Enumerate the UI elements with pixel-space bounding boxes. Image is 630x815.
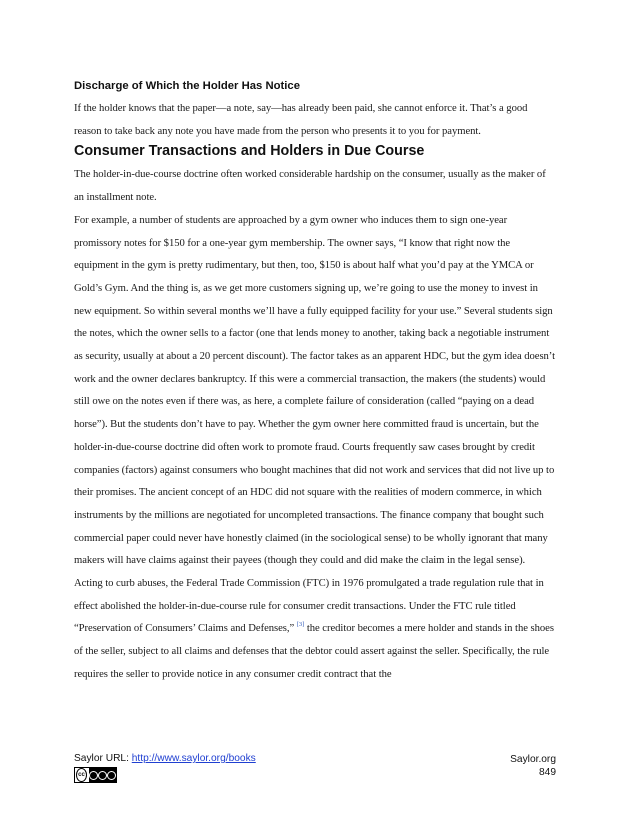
paragraph-ftc-rule bbox=[74, 573, 556, 687]
cc-nc-icon bbox=[98, 771, 107, 780]
footer-page-number: 849 bbox=[539, 767, 556, 778]
ftc-rule-text-start: Acting to curb abuses, the Federal Trade Commission (FTC) in 1976 promulgated a trade regulation rule that in effect abolished the holder-in-due-course rule for consumer credit transactions. Under the FTC rule titled “Preservation of Consumers’ Claims and Defenses,” bbox=[74, 578, 544, 635]
footer-url-label: Saylor URL: bbox=[74, 753, 132, 764]
footnote-reference[interactable]: [3] bbox=[296, 621, 305, 629]
footer-right bbox=[510, 753, 556, 779]
paragraph-gym-example: For example, a number of students are approached by a gym owner who induces them to sign one-year promissory notes for $150 for a one-year gym membership. The owner says, “I know that right now the equipment in the gym is pretty rudimentary, but then, too, $150 is about half what you’d pay at the YMCA or Gold’s Gym. And the thing is, as we get more customers signing up, we’re going to use the money to invest in new equipment. So within several months we’ll have a fully equipped facility for your use.” Several students sign the notes, which the owner sells to a factor (one that lends money to another, taking back a negotiable instrument as security, usually at about a 20 percent discount). The factor takes as an apparent HDC, but the gym idea doesn’t work and the owner declares bankruptcy. If this were a commercial transaction, the makers (the students) would still owe on the notes even if there was, as here, a complete failure of consideration (called “paying on a dead horse”). But the students don’t have to pay. Whether the gym owner here committed fraud is uncertain, but the holder-in-due-course doctrine did often work to promote fraud. Courts frequently saw cases brought by credit companies (factors) against consumers who bought machines that did not work and services that did not live up to their promises. The ancient concept of an HDC did not square with the realities of modern commerce, in which instruments by the millions are negotiated for uncompleted transactions. The finance company that bought such commercial paper could never have honestly claimed (in the sociological sense) to be wholly ignorant that many makers will have claims against their payees (though they could and did make the claim in the legal sense). bbox=[74, 214, 556, 567]
footer-org: Saylor.org bbox=[510, 754, 556, 765]
section-heading-consumer-transactions: Consumer Transactions and Holders in Due Course bbox=[74, 143, 425, 160]
creative-commons-license-icon bbox=[74, 767, 117, 783]
section-heading-discharge: Discharge of Which the Holder Has Notice bbox=[74, 80, 300, 92]
paragraph-intro: The holder-in-due-course doctrine often worked considerable hardship on the consumer, usually as the maker of an installment note. bbox=[74, 169, 546, 204]
cc-by-nc-sa-badges bbox=[89, 768, 116, 782]
page-content bbox=[74, 80, 556, 687]
cc-sa-icon bbox=[107, 771, 116, 780]
cc-by-icon bbox=[89, 771, 98, 780]
footer-url-line bbox=[74, 753, 256, 764]
ftc-rule-text-end: the creditor becomes a mere holder and stands in the shoes of the seller, subject to all claims and defenses that the debtor could assert against the seller. Specifically, the rule requires the seller to provide notice in any consumer credit contract that the bbox=[74, 623, 554, 680]
cc-circle-icon: cc bbox=[76, 768, 87, 782]
saylor-books-link[interactable]: http://www.saylor.org/books bbox=[131, 753, 256, 764]
paragraph-discharge: If the holder knows that the paper—a note, say—has already been paid, she cannot enforce it. That’s a good reason to take back any note you have made from the person who presents it to you for payment. bbox=[74, 103, 528, 137]
